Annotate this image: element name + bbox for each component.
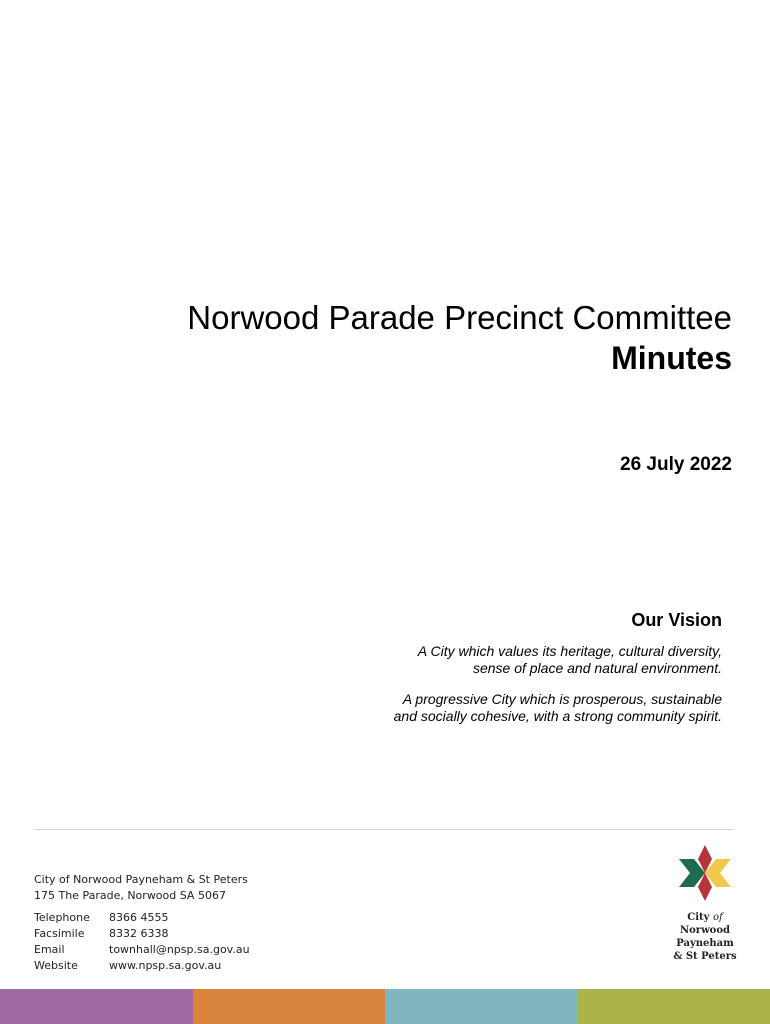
logo-of-word: of [712,912,723,923]
vision-paragraph-1 [302,643,722,677]
vision-para2-line2: and socially cohesive, with a strong community spirit. [393,708,722,724]
vision-para2-line1: A progressive City which is prosperous, sustainable [402,691,722,707]
telephone-value: 8366 4555 [109,911,169,924]
title-block [187,298,732,378]
organisation-name: City of Norwood Payneham & St Peters [34,873,248,886]
contact-row-facsimile [34,926,250,942]
contact-row-website [34,958,250,974]
logo-wordmark [670,911,740,963]
vision-section [302,610,722,739]
email-value[interactable]: townhall@npsp.sa.gov.au [109,943,250,956]
email-label: Email [34,943,65,956]
band-segment-teal [385,989,578,1024]
document-type-title: Minutes [611,340,732,376]
contact-row-email [34,942,250,958]
vision-paragraph-2 [302,691,722,725]
logo-line-1 [670,911,740,924]
website-label: Website [34,959,78,972]
vision-para1-line1: A City which values its heritage, cultural diversity, [417,643,722,659]
logo-line-4: & St Peters [673,951,737,962]
contact-block [34,872,250,974]
logo-city-word: City [687,912,710,923]
committee-title: Norwood Parade Precinct Committee [187,299,732,336]
facsimile-label: Facsimile [34,927,85,940]
vision-para1-line2: sense of place and natural environment. [472,660,722,676]
council-logo [670,843,740,963]
band-segment-orange [193,989,386,1024]
footer-color-band [0,989,770,1024]
meeting-date: 26 July 2022 [620,454,732,475]
contact-details [34,910,250,974]
facsimile-value: 8332 6338 [109,927,169,940]
organisation-address: 175 The Parade, Norwood SA 5067 [34,889,226,902]
logo-line-2: Norwood [679,925,731,936]
band-segment-olive [578,989,770,1024]
star-logo-icon [676,843,734,903]
logo-line-3: Payneham [676,938,734,949]
contact-row-telephone [34,910,250,926]
telephone-label: Telephone [34,911,90,924]
band-segment-purple [0,989,193,1024]
footer-divider [34,829,734,830]
vision-heading: Our Vision [631,610,722,630]
website-value[interactable]: www.npsp.sa.gov.au [109,959,222,972]
